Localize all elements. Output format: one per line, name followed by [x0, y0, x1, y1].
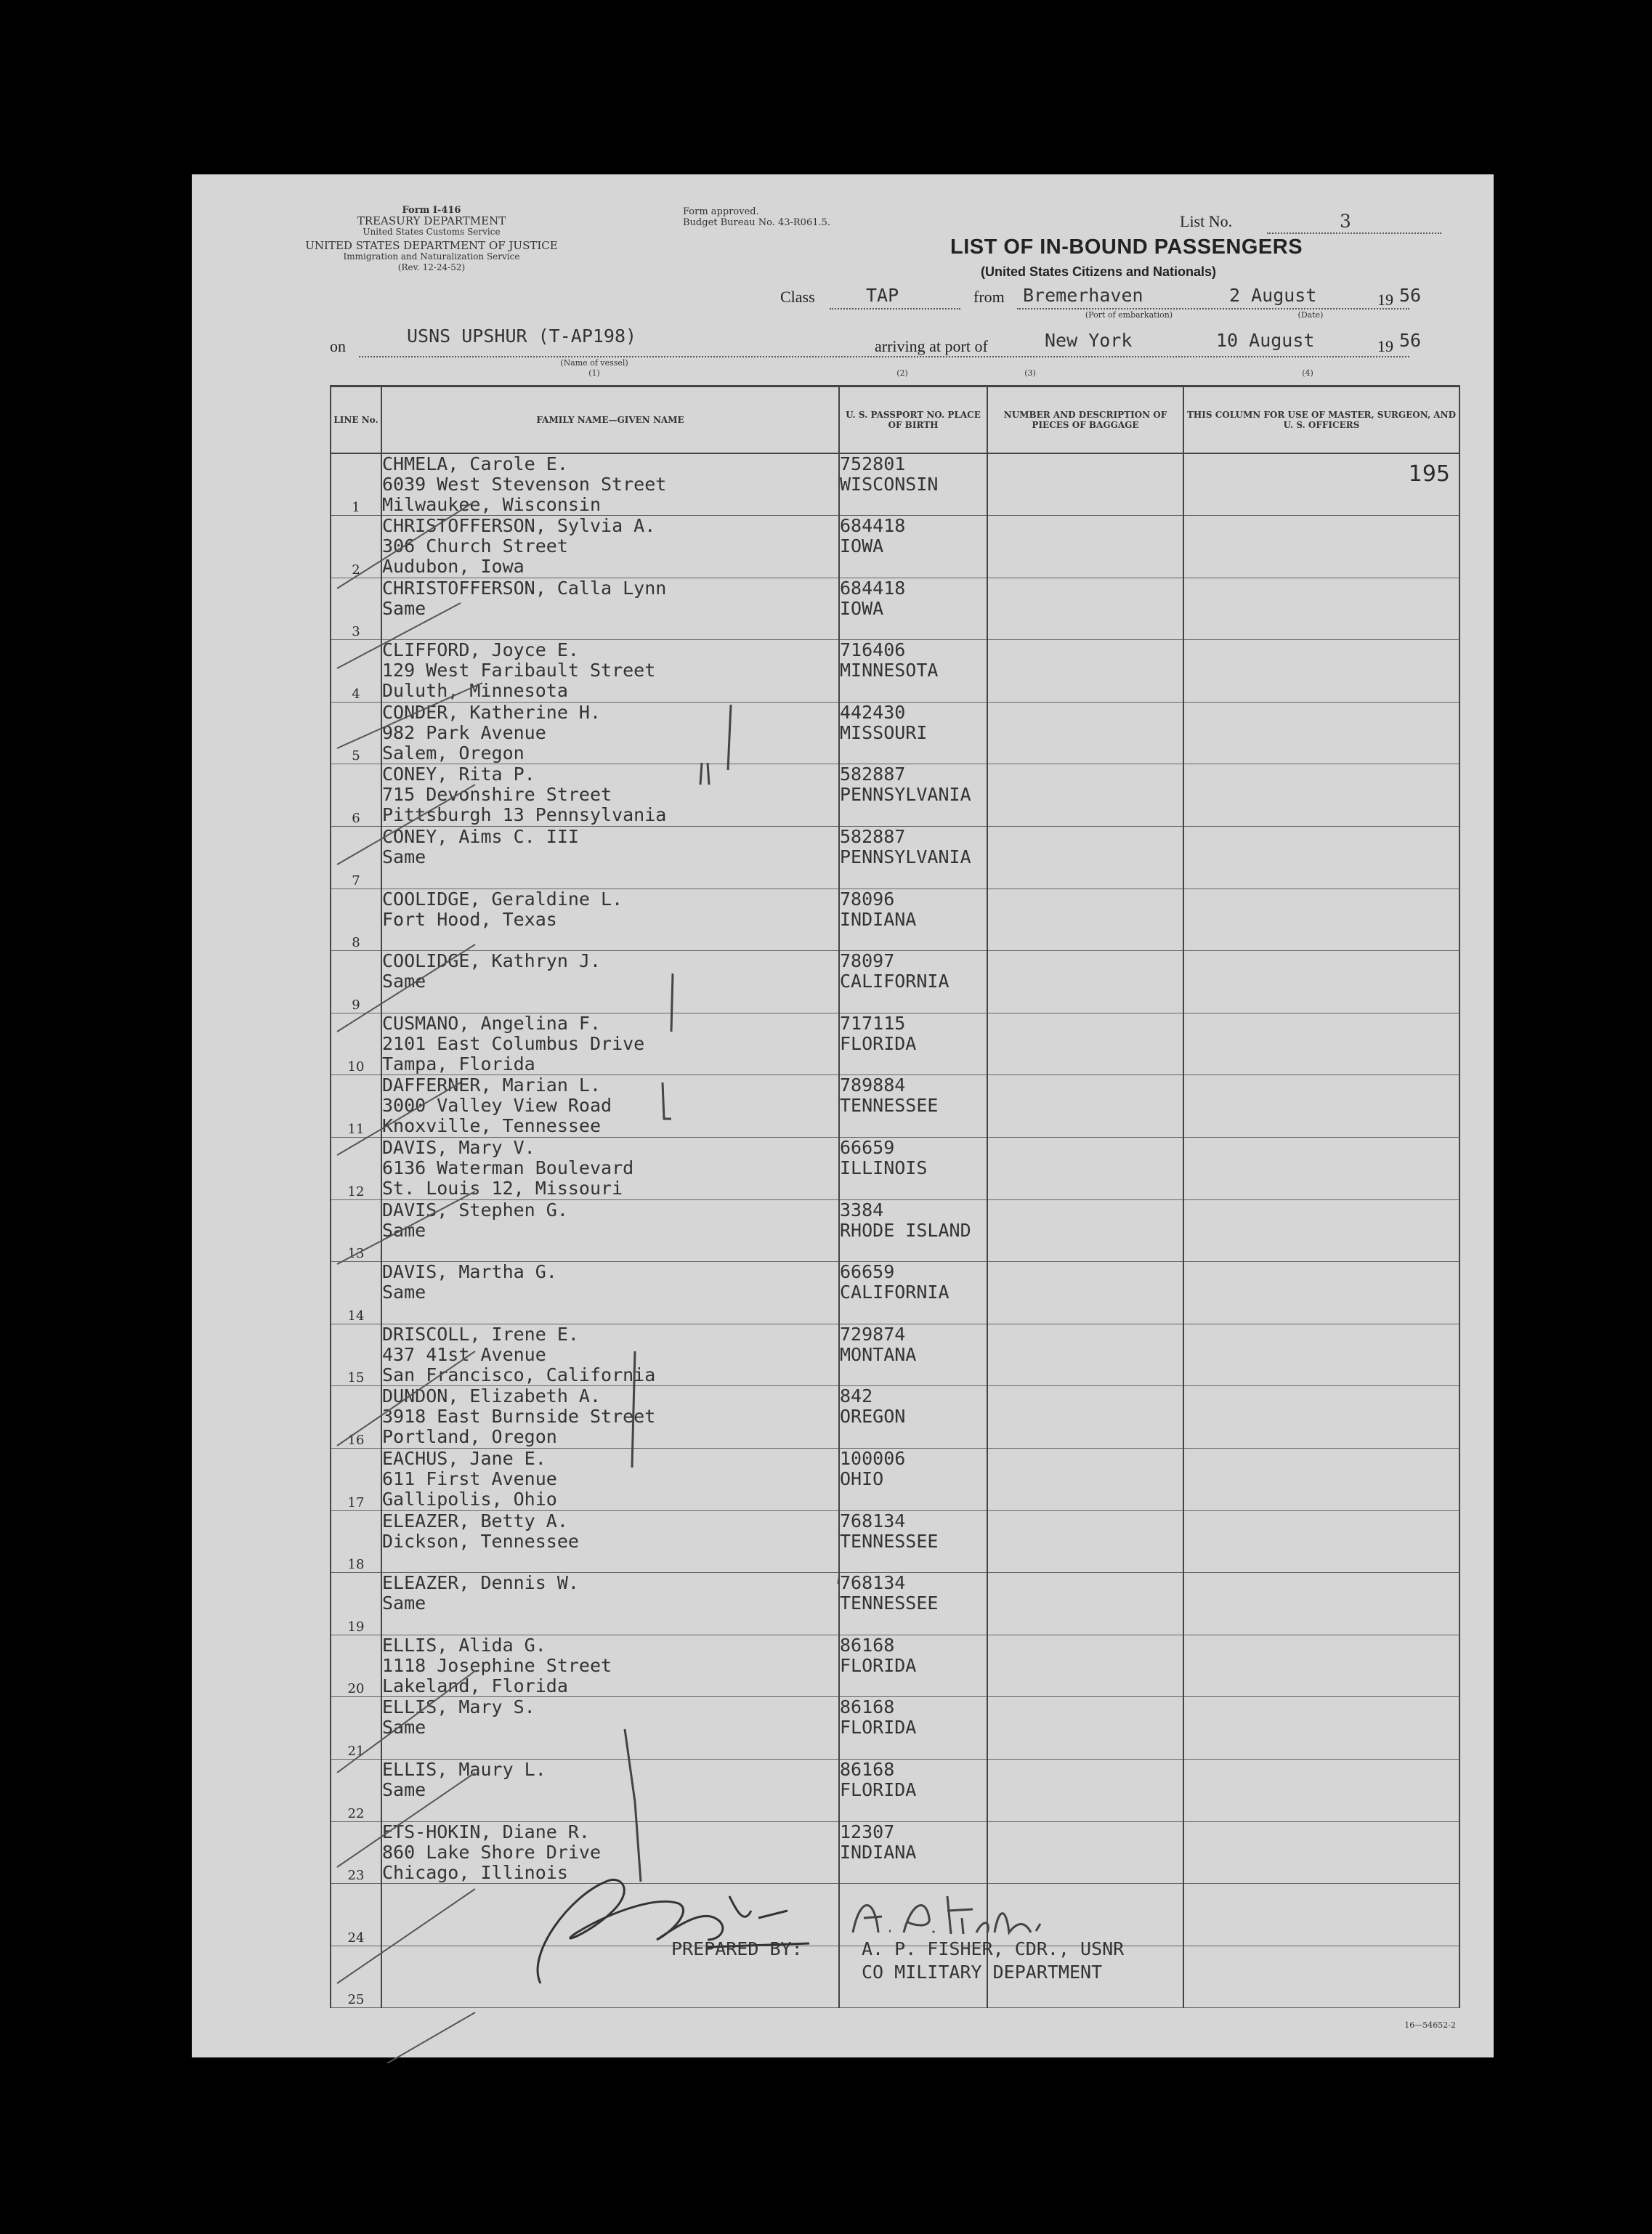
treasury-dept: TREASURY DEPARTMENT [357, 214, 506, 227]
table-row [331, 516, 1459, 578]
table-row [331, 1884, 1459, 1946]
arrival-year-prefix: 19 [1377, 337, 1393, 355]
officer-cell [1183, 889, 1459, 951]
baggage-cell [987, 1449, 1183, 1511]
passport-birthplace: 442430 MISSOURI [839, 702, 987, 764]
passport-birthplace: 684418 IOWA [839, 516, 987, 578]
line-number: 17 [331, 1449, 381, 1511]
baggage-cell [987, 1510, 1183, 1573]
line-number: 8 [331, 889, 381, 951]
passport-birthplace [839, 1884, 987, 1946]
arriving-label: arriving at port of [875, 337, 988, 355]
line-number: 7 [331, 827, 381, 889]
passport-birthplace: 86168 FLORIDA [839, 1697, 987, 1760]
baggage-cell [987, 578, 1183, 640]
form-approved: Form approved. [683, 206, 759, 217]
passenger-name: DAFFERNER, Marian L. 3000 Valley View Road Knoxville, Tennessee [381, 1075, 839, 1138]
officer-cell [1183, 827, 1459, 889]
table-row [331, 1262, 1459, 1324]
officer-cell [1183, 516, 1459, 578]
officer-cell [1183, 1759, 1459, 1821]
officer-cell [1183, 1449, 1459, 1511]
passport-birthplace: 78096 INDIANA [839, 889, 987, 951]
table-header-row [331, 387, 1459, 454]
baggage-cell [987, 1324, 1183, 1386]
passenger-table [330, 385, 1460, 2008]
passport-birthplace: 716406 MINNESOTA [839, 640, 987, 703]
baggage-cell [987, 1013, 1183, 1075]
arrival-port: New York [1045, 330, 1133, 351]
baggage-cell [987, 889, 1183, 951]
list-no-line [1267, 232, 1441, 234]
passenger-name: COOLIDGE, Geraldine L. Fort Hood, Texas [381, 889, 839, 951]
passport-birthplace: 684418 IOWA [839, 578, 987, 640]
passport-birthplace: 768134 TENNESSEE [839, 1573, 987, 1635]
baggage-cell [987, 827, 1183, 889]
line-number: 11 [331, 1075, 381, 1138]
passport-birthplace: 12307 INDIANA [839, 1821, 987, 1884]
baggage-cell [987, 1573, 1183, 1635]
officer-cell [1183, 1324, 1459, 1386]
passenger-name: DAVIS, Stephen G. Same [381, 1199, 839, 1262]
col-header-passport: U. S. PASSPORT NO. PLACE OF BIRTH [839, 387, 987, 454]
line-number: 2 [331, 516, 381, 578]
baggage-cell [987, 1884, 1183, 1946]
passenger-name: CONEY, Aims C. III Same [381, 827, 839, 889]
approval-note [683, 206, 886, 228]
manifest-sheet [192, 174, 1494, 2057]
table-row [331, 1386, 1459, 1449]
passenger-name: ELLIS, Maury L. Same [381, 1759, 839, 1821]
vessel-name: USNS UPSHUR (T-AP198) [407, 325, 637, 347]
passport-birthplace: 78097 CALIFORNIA [839, 951, 987, 1013]
passenger-name: DAVIS, Martha G. Same [381, 1262, 839, 1324]
line-number: 9 [331, 951, 381, 1013]
preparer-dept: CO MILITARY DEPARTMENT [862, 1962, 1103, 1983]
line-number: 20 [331, 1635, 381, 1697]
officer-cell [1183, 640, 1459, 703]
passenger-name: CHRISTOFFERSON, Sylvia A. 306 Church Street Audubon, Iowa [381, 516, 839, 578]
line-number: 4 [331, 640, 381, 703]
passport-birthplace: 752801 WISCONSIN [839, 453, 987, 516]
line-number: 22 [331, 1759, 381, 1821]
table-row [331, 1449, 1459, 1511]
passport-birthplace: 86168 FLORIDA [839, 1635, 987, 1697]
departure-year-prefix: 19 [1377, 291, 1393, 309]
date-note: (Date) [1297, 310, 1324, 320]
on-label: on [330, 337, 346, 355]
baggage-cell [987, 1697, 1183, 1760]
officer-cell [1183, 1573, 1459, 1635]
table-row [331, 1075, 1459, 1138]
table-row [331, 1324, 1459, 1386]
table-row [331, 764, 1459, 827]
prepared-by-label: PREPARED BY: [671, 1938, 803, 1959]
departure-date: 2 August [1229, 285, 1317, 306]
line-number: 15 [331, 1324, 381, 1386]
officer-cell [1183, 1013, 1459, 1075]
line-number: 25 [331, 1946, 381, 2008]
passenger-name: CHMELA, Carole E. 6039 West Stevenson Street Milwaukee, Wisconsin [381, 453, 839, 516]
arrival-date: 10 August [1216, 330, 1315, 351]
table-row [331, 640, 1459, 703]
officer-cell [1183, 578, 1459, 640]
line-number: 18 [331, 1510, 381, 1573]
table-row [331, 578, 1459, 640]
passport-birthplace: 717115 FLORIDA [839, 1013, 987, 1075]
line-number: 5 [331, 702, 381, 764]
officer-cell [1183, 1884, 1459, 1946]
table-row [331, 1013, 1459, 1075]
page-title: LIST OF IN-BOUND PASSENGERS [950, 235, 1303, 259]
baggage-cell [987, 951, 1183, 1013]
passenger-name: ELLIS, Mary S. Same [381, 1697, 839, 1760]
from-value: Bremerhaven [1023, 285, 1143, 306]
col-header-baggage: NUMBER AND DESCRIPTION OF PIECES OF BAGGAGE [987, 387, 1183, 454]
col1-note: (1) [588, 368, 600, 378]
passport-birthplace: 66659 CALIFORNIA [839, 1262, 987, 1324]
passport-birthplace: 789884 TENNESSEE [839, 1075, 987, 1138]
officer-cell [1183, 1635, 1459, 1697]
col3-note: (3) [1024, 368, 1036, 378]
officer-cell [1183, 1199, 1459, 1262]
col-header-officers: THIS COLUMN FOR USE OF MASTER, SURGEON, AND U. S. OFFICERS [1183, 387, 1459, 454]
baggage-cell [987, 1262, 1183, 1324]
officer-cell [1183, 1138, 1459, 1200]
line-number: 16 [331, 1386, 381, 1449]
baggage-cell [987, 516, 1183, 578]
passport-birthplace: 842 OREGON [839, 1386, 987, 1449]
line-number: 12 [331, 1138, 381, 1200]
passenger-name: CHRISTOFFERSON, Calla Lynn Same [381, 578, 839, 640]
passport-birthplace: 729874 MONTANA [839, 1324, 987, 1386]
baggage-cell [987, 1635, 1183, 1697]
passport-birthplace: 582887 PENNSYLVANIA [839, 764, 987, 827]
line-number: 6 [331, 764, 381, 827]
vessel-line [359, 356, 1049, 357]
embark-note: (Port of embarkation) [1085, 310, 1173, 320]
table-row [331, 951, 1459, 1013]
baggage-cell [987, 1075, 1183, 1138]
line-number: 14 [331, 1262, 381, 1324]
baggage-cell [987, 764, 1183, 827]
passenger-name: ETS-HOKIN, Diane R. 860 Lake Shore Drive Chicago, Illinois [381, 1821, 839, 1884]
baggage-cell [987, 640, 1183, 703]
class-value: TAP [866, 285, 899, 306]
from-label: from [973, 288, 1005, 306]
revision: (Rev. 12-24-52) [397, 262, 466, 272]
officer-cell [1183, 1946, 1459, 2008]
passport-birthplace: 582887 PENNSYLVANIA [839, 827, 987, 889]
table-row [331, 1573, 1459, 1635]
passport-birthplace: 3384 RHODE ISLAND [839, 1199, 987, 1262]
passenger-name: DAVIS, Mary V. 6136 Waterman Boulevard St. Louis 12, Missouri [381, 1138, 839, 1200]
line-number: 19 [331, 1573, 381, 1635]
passenger-name [381, 1884, 839, 1946]
line-number: 3 [331, 578, 381, 640]
baggage-cell [987, 1386, 1183, 1449]
passenger-name: CONEY, Rita P. 715 Devonshire Street Pittsburgh 13 Pennsylvania [381, 764, 839, 827]
baggage-cell [987, 1821, 1183, 1884]
officer-cell [1183, 1510, 1459, 1573]
page-subtitle: (United States Citizens and Nationals) [981, 264, 1217, 279]
vessel-note: (Name of vessel) [560, 358, 628, 368]
officer-cell: 195 [1183, 453, 1459, 516]
table-row [331, 827, 1459, 889]
officer-cell [1183, 702, 1459, 764]
table-row [331, 1510, 1459, 1573]
passport-birthplace: 768134 TENNESSEE [839, 1510, 987, 1573]
passenger-name: CLIFFORD, Joyce E. 129 West Faribault Street Duluth, Minnesota [381, 640, 839, 703]
passenger-name: CUSMANO, Angelina F. 2101 East Columbus Drive Tampa, Florida [381, 1013, 839, 1075]
passport-birthplace: 66659 ILLINOIS [839, 1138, 987, 1200]
line-number: 23 [331, 1821, 381, 1884]
officer-cell [1183, 1697, 1459, 1760]
arrival-year: 56 [1399, 330, 1422, 351]
table-row [331, 1199, 1459, 1262]
officer-cell [1183, 1075, 1459, 1138]
col4-note: (4) [1302, 368, 1313, 378]
departure-year: 56 [1399, 285, 1422, 306]
passport-birthplace: 86168 FLORIDA [839, 1759, 987, 1821]
table-row [331, 1635, 1459, 1697]
passenger-name: ELEAZER, Betty A. Dickson, Tennessee [381, 1510, 839, 1573]
passenger-name: EACHUS, Jane E. 611 First Avenue Gallipolis, Ohio [381, 1449, 839, 1511]
col-header-line: LINE No. [331, 387, 381, 454]
passenger-name: ELLIS, Alida G. 1118 Josephine Street Lakeland, Florida [381, 1635, 839, 1697]
agency-header [301, 205, 562, 273]
line-number: 1 [331, 453, 381, 516]
line-number: 10 [331, 1013, 381, 1075]
passenger-name: CONDER, Katherine H. 982 Park Avenue Salem, Oregon [381, 702, 839, 764]
class-line [830, 308, 960, 309]
table-row [331, 889, 1459, 951]
line-number: 24 [331, 1884, 381, 1946]
table-row [331, 1138, 1459, 1200]
baggage-cell [987, 1138, 1183, 1200]
col2-note: (2) [896, 368, 908, 378]
officer-cell [1183, 764, 1459, 827]
preparer-name: A. P. FISHER, CDR., USNR [862, 1938, 1125, 1959]
footer-code: 16—54652-2 [1404, 2020, 1456, 2030]
table-row [331, 702, 1459, 764]
ins-service: Immigration and Naturalization Service [343, 251, 520, 262]
list-no-label: List No. [1180, 212, 1233, 230]
justice-dept: UNITED STATES DEPARTMENT OF JUSTICE [305, 239, 558, 252]
baggage-cell [987, 453, 1183, 516]
passenger-name: DRISCOLL, Irene E. 437 41st Avenue San Francisco, California [381, 1324, 839, 1386]
officer-cell [1183, 1821, 1459, 1884]
col-header-name: FAMILY NAME—GIVEN NAME [381, 387, 839, 454]
table-row [331, 453, 1459, 516]
passenger-name: DUNDON, Elizabeth A. 3918 East Burnside Street Portland, Oregon [381, 1386, 839, 1449]
baggage-cell [987, 1759, 1183, 1821]
officer-cell [1183, 1262, 1459, 1324]
form-number: Form I-416 [402, 205, 461, 216]
officer-cell [1183, 1386, 1459, 1449]
baggage-cell [987, 1199, 1183, 1262]
line-number: 13 [331, 1199, 381, 1262]
officer-cell [1183, 951, 1459, 1013]
customs-service: United States Customs Service [363, 227, 501, 237]
budget-bureau: Budget Bureau No. 43-R061.5. [683, 217, 831, 228]
class-label: Class [780, 288, 815, 306]
table-row [331, 1759, 1459, 1821]
list-no-value: 3 [1340, 211, 1351, 232]
passenger-name: ELEAZER, Dennis W. Same [381, 1573, 839, 1635]
line-number: 21 [331, 1697, 381, 1760]
baggage-cell [987, 702, 1183, 764]
table-row [331, 1697, 1459, 1760]
passenger-name: COOLIDGE, Kathryn J. Same [381, 951, 839, 1013]
table-row [331, 1821, 1459, 1884]
arrival-line [1042, 356, 1409, 357]
passport-birthplace: 100006 OHIO [839, 1449, 987, 1511]
